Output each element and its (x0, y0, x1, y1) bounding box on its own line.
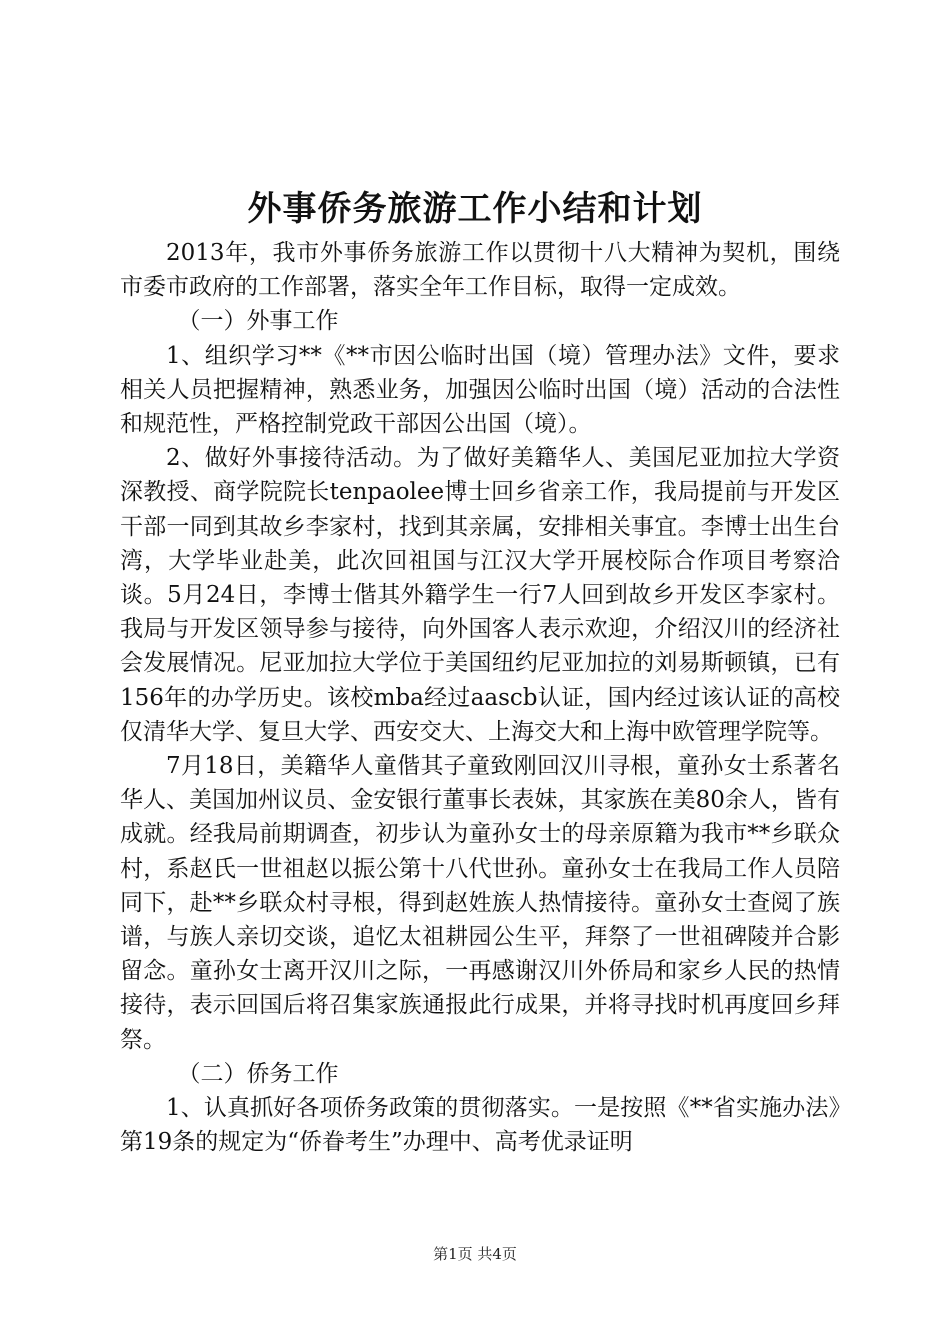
document-title: 外事侨务旅游工作小结和计划 (247, 189, 703, 229)
section-heading-overseas-chinese-affairs: （二）侨务工作 (177, 1060, 339, 1087)
page-footer: 第1页 共4页 (433, 1245, 517, 1263)
paragraph-july-visit: 7月18日，美籍华人童偕其子童致刚回汉川寻根，童孙女士系著名华人、美国加州议员、金安银行董事长表妹，其家族在美80余人，皆有成就。经我局前期调查，初步认为童孙女士的母亲原籍为我市**乡联众村，系赵氏一世祖赵以振公第十八代世孙。童孙女士在我局工作人员陪同下，赴**乡联众村寻根，得到赵姓族人热情接待。童孙女士查阅了族谱，与族人亲切交谈，追忆太祖耕园公生平，拜祭了一世祖碑陵并合影留念。童孙女士离开汉川之际，一再感谢汉川外侨局和家乡人民的热情接待，表示回国后将召集家族通报此行成果，并将寻找时机再度回乡拜祭。 (120, 753, 840, 1053)
paragraph-item-2: 2、做好外事接待活动。为了做好美籍华人、美国尼亚加拉大学资深教授、商学院院长tenpaolee博士回乡省亲工作，我局提前与开发区干部一同到其故乡李家村，找到其亲属，安排相关事宜。李博士出生台湾，大学毕业赴美，此次回祖国与江汉大学开展校际合作项目考察洽谈。5月24日，李博士偕其外籍学生一行7人回到故乡开发区李家村。我局与开发区领导参与接待，向外国客人表示欢迎，介绍汉川的经济社会发展情况。尼亚加拉大学位于美国纽约尼亚加拉的刘易斯顿镇，已有156年的办学历史。该校mba经过aascb认证，国内经过该认证的高校仅清华大学、复旦大学、西安交大、上海交大和上海中欧管理学院等。 (120, 445, 840, 745)
paragraph-policy-implementation: 1、认真抓好各项侨务政策的贯彻落实。一是按照《**省实施办法》第19条的规定为“侨眷考生”办理中、高考优录证明 (120, 1095, 840, 1156)
paragraph-intro: 2013年，我市外事侨务旅游工作以贯彻十八大精神为契机，围绕市委市政府的工作部署，落实全年工作目标，取得一定成效。 (120, 240, 840, 301)
document-body (120, 236, 840, 1159)
section-heading-foreign-affairs: （一）外事工作 (177, 308, 339, 335)
paragraph-item-1: 1、组织学习**《**市因公临时出国（境）管理办法》文件，要求相关人员把握精神，熟悉业务，加强因公临时出国（境）活动的合法性和规范性，严格控制党政干部因公出国（境）。 (120, 342, 840, 438)
